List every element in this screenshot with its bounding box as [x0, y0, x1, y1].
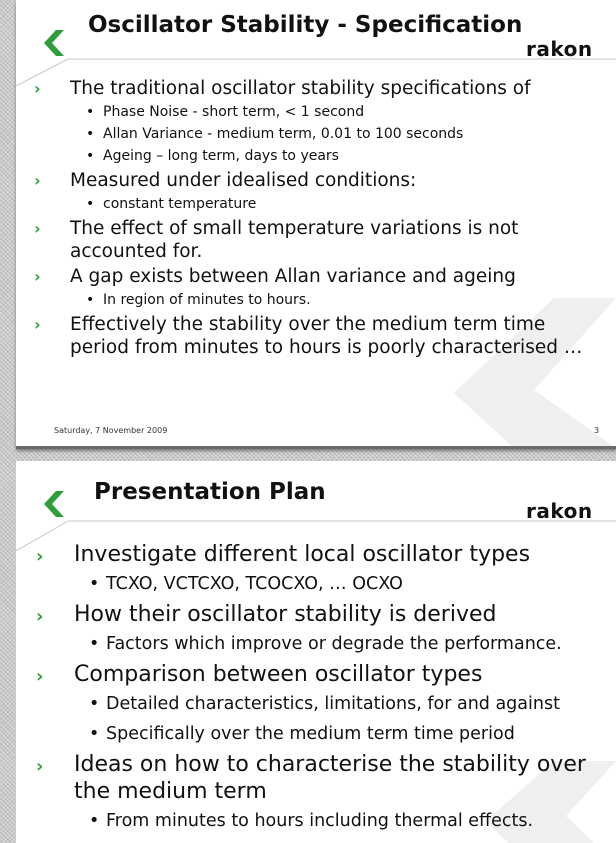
bullet-text: Investigate different local oscillator types: [74, 542, 531, 567]
bullet-text: The traditional oscillator stability specifications of: [70, 78, 531, 99]
sub-bullet-item: • Factors which improve or degrade the performance.: [80, 629, 610, 659]
bullet-item: [30, 313, 590, 359]
green-chevron-logo-icon: [42, 30, 64, 56]
bullet-item: [30, 541, 610, 599]
footer-date: Saturday, 7 November 2009: [54, 426, 168, 435]
sub-bullet-list: [74, 629, 610, 659]
green-chevron-logo-icon: [42, 491, 64, 517]
chevron-right-icon: ›: [36, 606, 44, 627]
sub-bullet-list: [70, 193, 590, 215]
bullet-text: Effectively the stability over the medium term time period from minutes to hours is poorly characterised …: [70, 314, 583, 358]
sub-bullet-item: • TCXO, VCTCXO, TCOCXO, … OCXO: [80, 569, 610, 599]
sub-bullet-item: • In region of minutes to hours.: [78, 289, 590, 311]
bullet-text: Comparison between oscillator types: [74, 662, 483, 687]
chevron-right-icon: ›: [36, 546, 44, 567]
sub-bullet-item: • constant temperature: [78, 193, 590, 215]
sub-bullet-item: • Allan Variance - medium term, 0.01 to 100 seconds: [78, 123, 590, 145]
chevron-right-icon: ›: [34, 315, 41, 334]
slide-oscillator-stability: [16, 0, 616, 449]
chevron-right-icon: ›: [34, 219, 41, 238]
page-number: 3: [594, 426, 600, 435]
rakon-logo: rakon: [526, 499, 593, 523]
bullet-item: [30, 661, 610, 749]
bullet-text: How their oscillator stability is derived: [74, 602, 497, 627]
chevron-right-icon: ›: [36, 666, 44, 687]
chevron-right-icon: ›: [34, 171, 41, 190]
bullet-item: [30, 169, 590, 215]
sub-bullet-item: • Phase Noise - short term, < 1 second: [78, 101, 590, 123]
chevron-right-icon: ›: [36, 756, 44, 777]
sub-bullet-item: • Ageing – long term, days to years: [78, 145, 590, 167]
bullet-item: [30, 751, 610, 836]
bullet-item: [30, 217, 590, 263]
bullet-item: [30, 265, 590, 311]
bullet-text: The effect of small temperature variations is not accounted for.: [70, 218, 519, 262]
bullet-list: [30, 77, 590, 361]
sub-bullet-item: • Specifically over the medium term time period: [80, 719, 610, 749]
bullet-text: Measured under idealised conditions:: [70, 170, 417, 191]
sub-bullet-item: • From minutes to hours including thermal effects.: [80, 806, 610, 836]
sub-bullet-item: • Detailed characteristics, limitations, for and against: [80, 689, 610, 719]
bullet-item: [30, 77, 590, 167]
rakon-logo: rakon: [526, 37, 593, 61]
chevron-right-icon: ›: [34, 79, 41, 98]
sub-bullet-list: [70, 289, 590, 311]
slide-title: Oscillator Stability - Specification: [88, 12, 523, 38]
sub-bullet-list: [74, 569, 610, 599]
sub-bullet-list: [74, 806, 610, 836]
bullet-text: A gap exists between Allan variance and ageing: [70, 266, 516, 287]
slide-presentation-plan: [16, 461, 616, 843]
bullet-text: Ideas on how to characterise the stability over the medium term: [74, 752, 586, 804]
sub-bullet-list: [70, 101, 590, 167]
chevron-right-icon: ›: [34, 267, 41, 286]
slide-title: Presentation Plan: [94, 479, 326, 505]
sub-bullet-list: [74, 689, 610, 749]
bullet-item: [30, 601, 610, 659]
bullet-list: [30, 541, 610, 838]
